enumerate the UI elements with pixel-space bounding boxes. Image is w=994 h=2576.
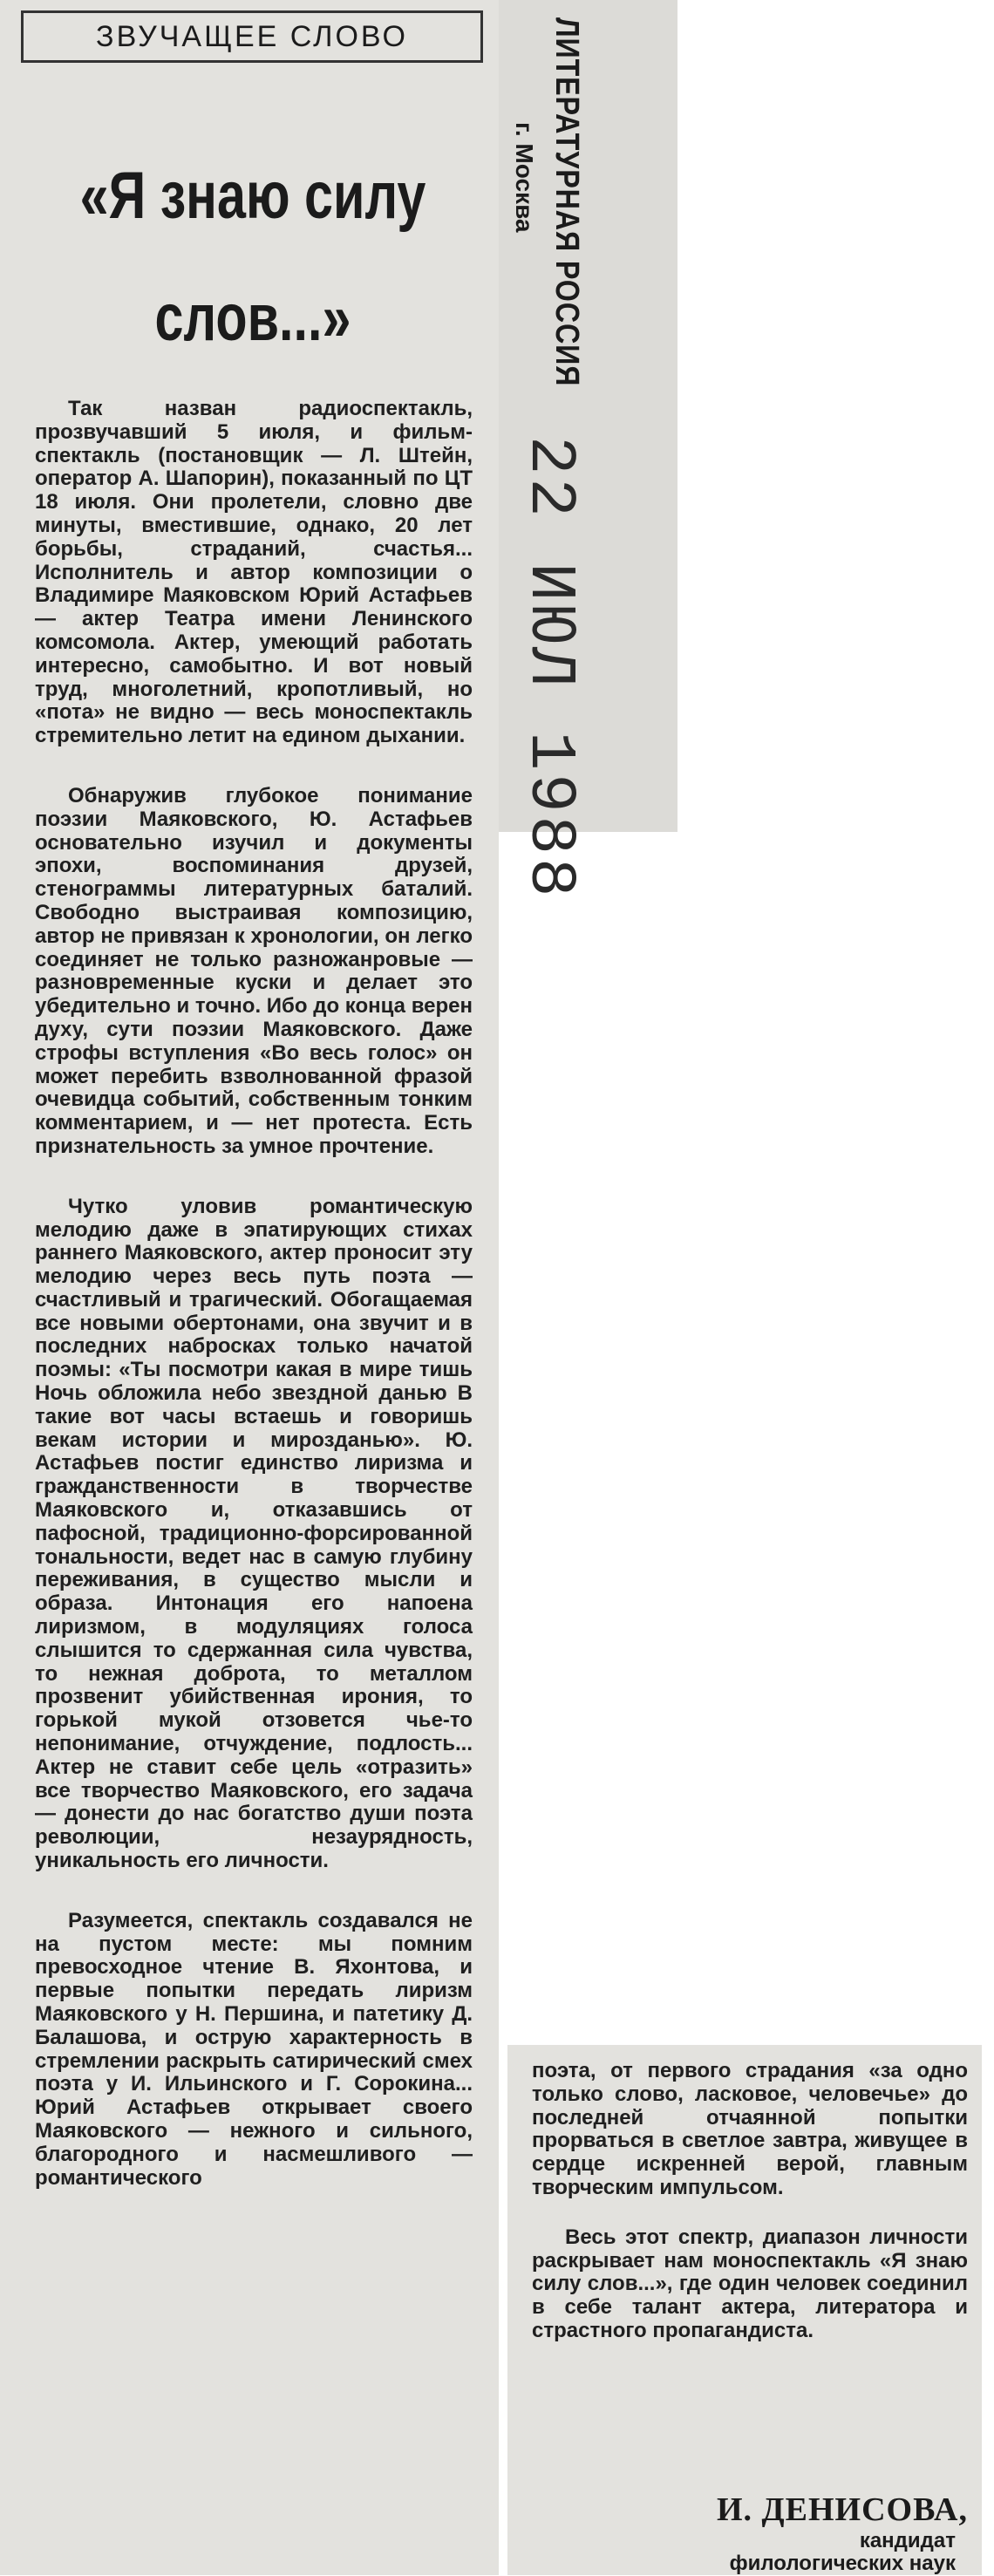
date-stamp: 22 ИЮЛ 1988 (513, 436, 586, 901)
headline-line-1: «Я знаю силу (79, 159, 426, 233)
paragraph: Так назван радиоспектакль, прозвучавший 5 июля, и фильм-спектакль (постановщик — Л. Штейн, оператор А. Шапорин), показанный по ЦТ 18 июля. Они пролетели, словно две минуты, вместившие, однако, 20 лет борьбы, страданий, счастья... Исполнитель и автор композиции о Владимире Маяковском Юрий Астафьев — актер Театра имени Ленинского комсомола. Актер, умеющий работать интересно, самобытно. И вот новый труд, многолетний, кропотливый, но «пота» не видно — весь моноспектакль стремительно летит на едином дыхании. (35, 397, 473, 748)
rubric-label: ЗВУЧАЩЕЕ СЛОВО (21, 10, 483, 63)
paragraph: Чутко уловив романтическую мелодию даже в эпатирующих стихах раннего Маяковского, актер проносит эту мелодию через весь путь поэта — счастливый и трагический. Обогащаемая все новыми обертонами, она звучит и в последних набросках только начатой поэмы: «Ты посмотри какая в мире тишь Ночь обложила небо звездной данью В такие вот часы встаешь и говоришь векам истории и мирозданью». Ю. Астафьев постиг единство лиризма и гражданственности в творчестве Маяковского и, отказавшись от пафосной, традиционно-форсированной тональности, ведет нас в самую глубину переживания, в существо мысли и образа. Интонация его напоена лиризмом, в модуляциях голоса слышится то сдержанная сила чувства, то нежная доброта, то металлом прозвенит убийственная ирония, то горькой мукой отзовется чье-то непонимание, отчуждение, подлость... Актер не ставит себе цель «отразить» все творчество Маяковского, его задача — донести до нас богатство души поэта революции, незаурядность, уникальность его личности. (35, 1194, 473, 1873)
paragraph: Обнаружив глубокое понимание поэзии Маяковского, Ю. Астафьев основательно изучил и документы эпохи, воспоминания друзей, стенограммы литературных баталий. Свободно выстраивая композицию, автор не привязан к хронологии, он легко соединяет не только разножанровые — разновременные куски и делает это убедительно и точно. Ибо до конца верен духу, сути поэзии Маяковского. Даже строфы вступления «Во весь голос» он может перебить взволнованной фразой очевидца событий, собственным тонким комментарием, и — нет протеста. Есть признательность за умное прочтение. (35, 783, 473, 1158)
newspaper-name: ЛИТЕРАТУРНАЯ РОССИЯ (548, 17, 585, 387)
paragraph: поэта, от первого страдания «за одно только слово, ласковое, человечье» до последней отчаянной попытки прорваться в светлое завтра, живущее в сердце искренней верой, главным творческим импульсом. (532, 2059, 968, 2199)
headline-line-2: слов...» (154, 281, 351, 355)
author-title: кандидат (859, 2529, 956, 2552)
article-body (35, 398, 473, 2190)
paragraph: Весь этот спектр, диапазон личности раскрывает нам моноспектакль «Я знаю силу слов...», где один человек соединил в себе талант актера, литератора и страстного пропагандиста. (532, 2225, 968, 2342)
paragraph: Разумеется, спектакль создавался не на пустом месте: мы помним превосходное чтение В. Яхонтова, и первые попытки передать лиризм Маяковского у Н. Першина, и патетику Д. Балашова, и острую характерность в стремлении раскрыть сатирический смех поэта у И. Ильинского и Г. Сорокина... Юрий Астафьев открывает своего Маяковского — нежного и сильного, благородного и насмешливого — романтического (35, 1908, 473, 2190)
author-name: И. ДЕНИСОВА, (716, 2491, 968, 2528)
newspaper-city: г. Москва (511, 122, 538, 233)
article-continuation (532, 2060, 968, 2343)
author-title: филологических наук (729, 2552, 956, 2575)
